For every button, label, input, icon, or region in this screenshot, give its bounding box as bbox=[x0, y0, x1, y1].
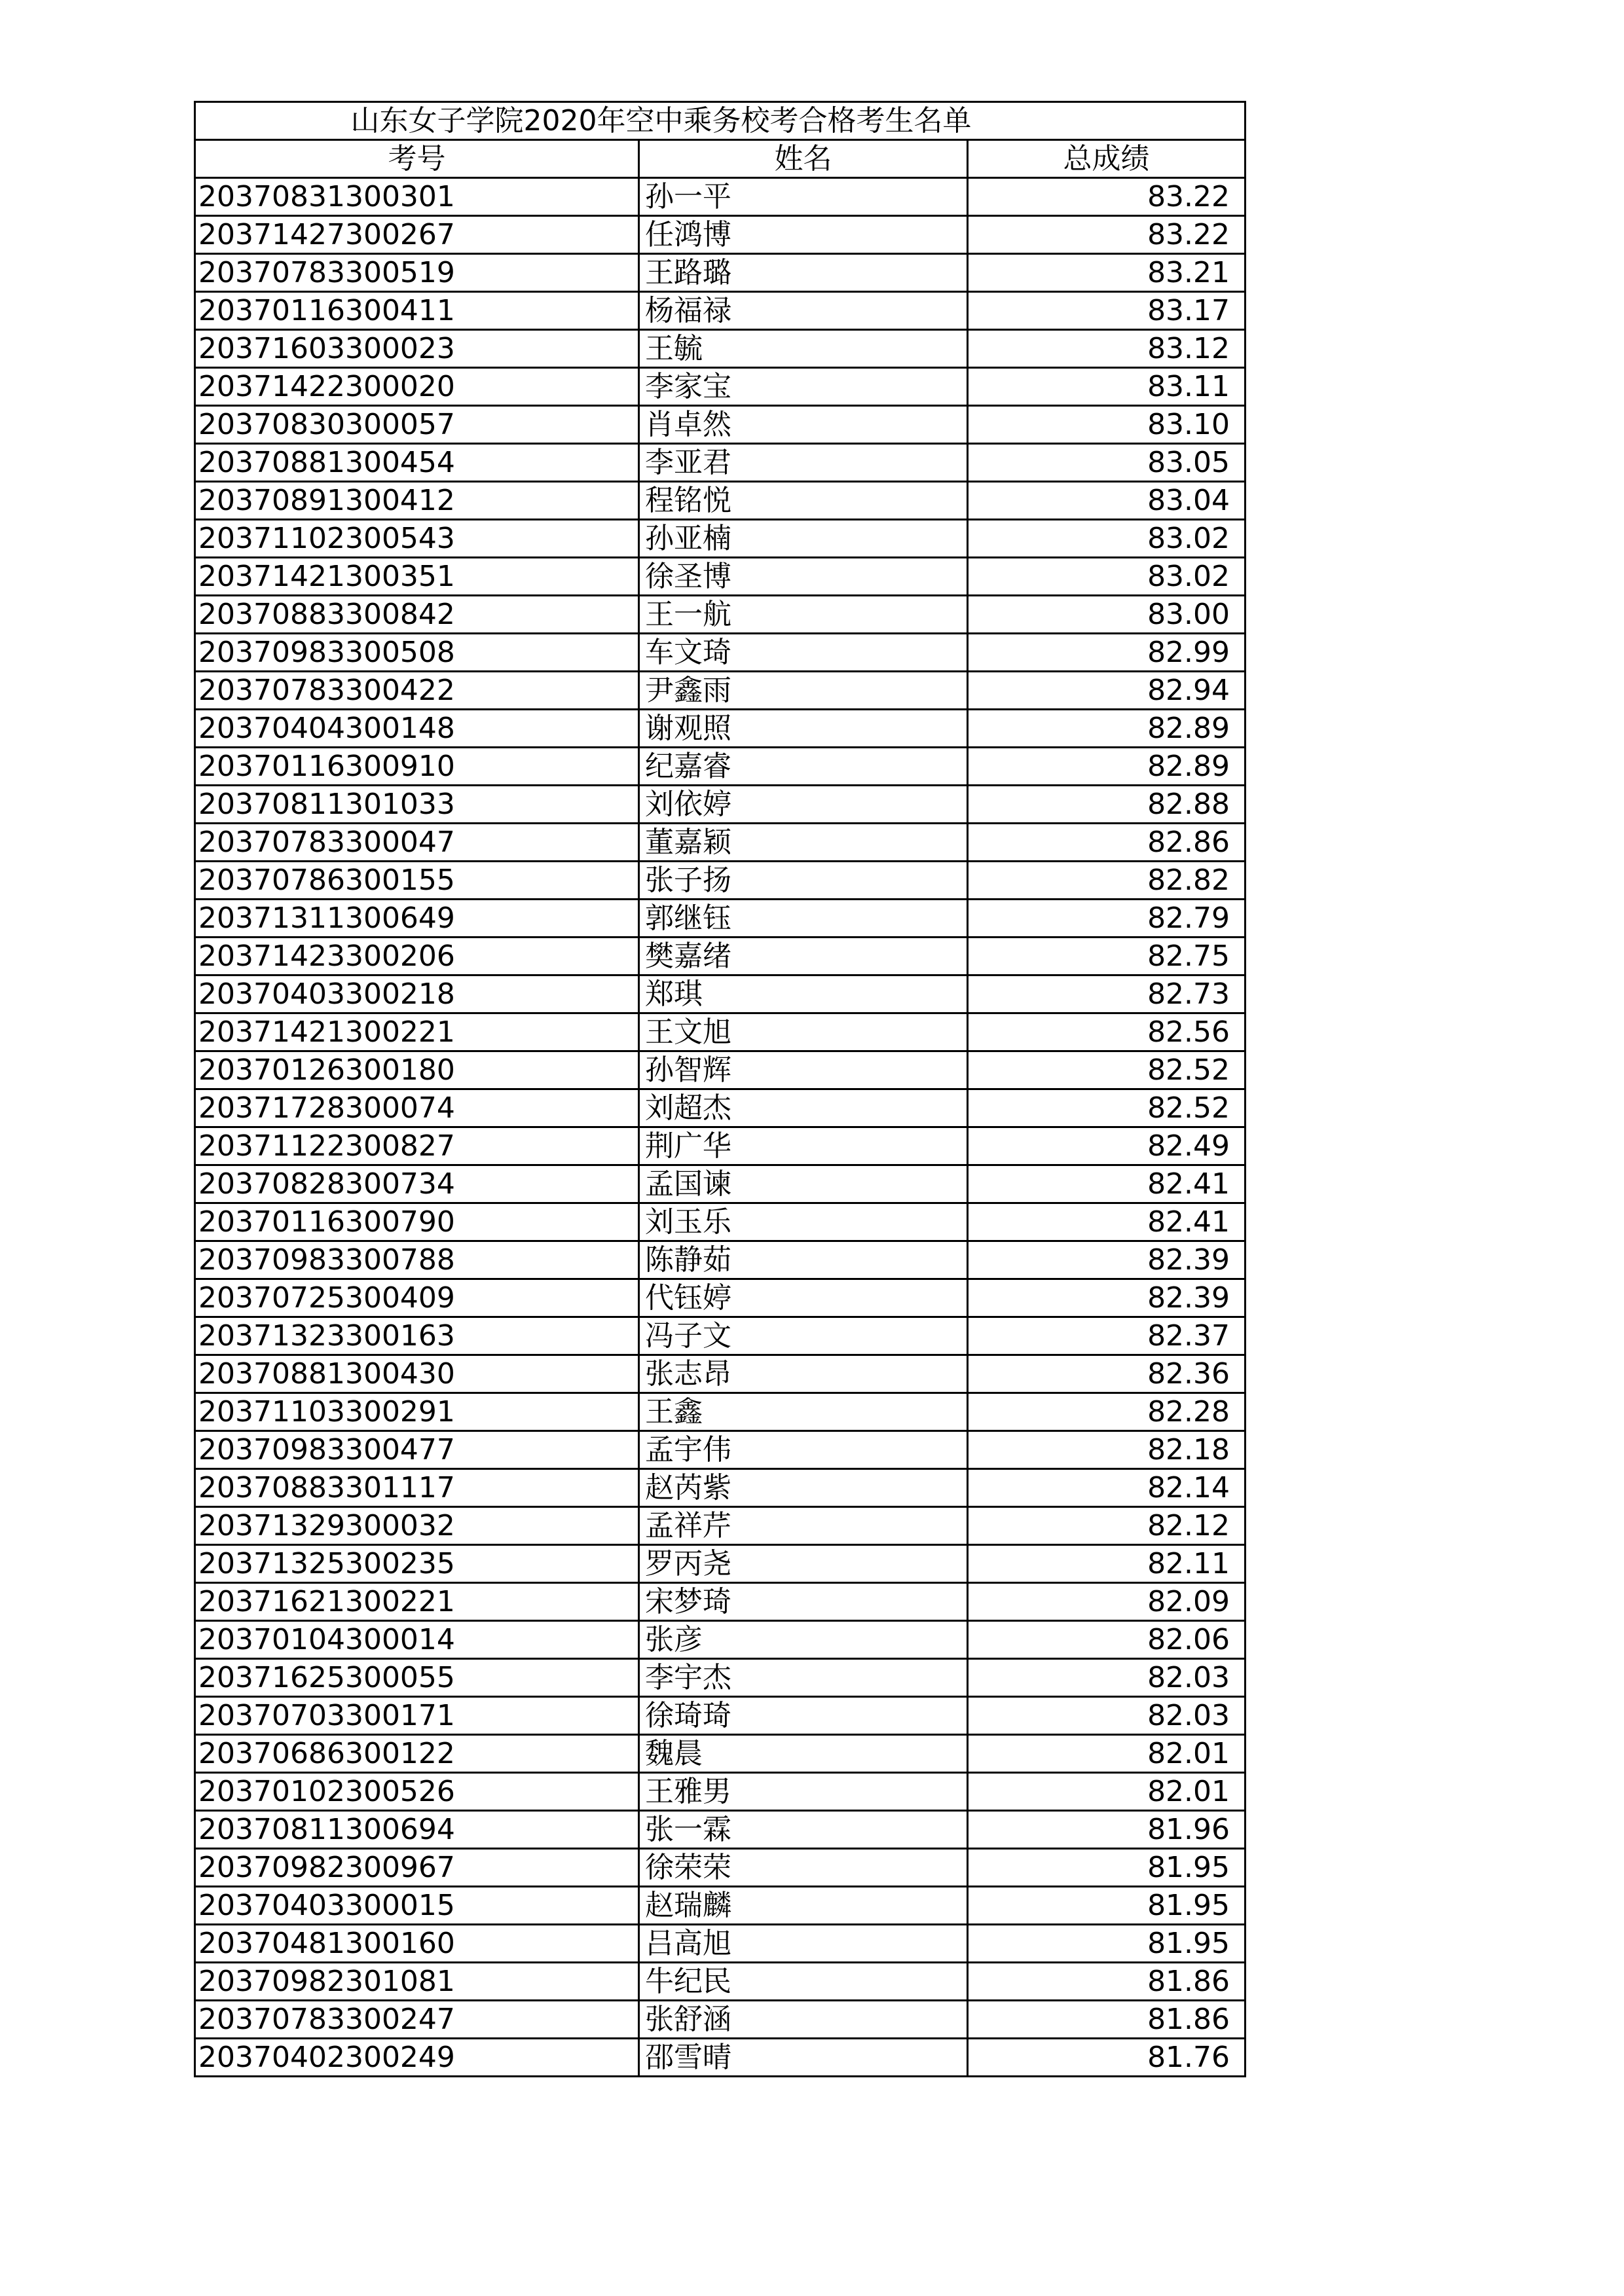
total-score-cell: 83.04 bbox=[968, 482, 1246, 520]
table-row bbox=[195, 1317, 1246, 1355]
student-name-cell: 任鸿博 bbox=[639, 216, 968, 254]
exam-id-cell: 20371423300206 bbox=[195, 938, 639, 975]
exam-id-cell: 20371421300221 bbox=[195, 1013, 639, 1051]
student-name-cell: 肖卓然 bbox=[639, 406, 968, 444]
total-score-cell: 81.95 bbox=[968, 1925, 1246, 1963]
exam-id-cell: 20370403300015 bbox=[195, 1887, 639, 1925]
student-name-cell: 纪嘉睿 bbox=[639, 748, 968, 786]
total-score-cell: 82.56 bbox=[968, 1013, 1246, 1051]
total-score-cell: 82.36 bbox=[968, 1355, 1246, 1393]
exam-id-cell: 20370102300526 bbox=[195, 1773, 639, 1811]
total-score-cell: 83.02 bbox=[968, 558, 1246, 596]
student-name-cell: 张一霖 bbox=[639, 1811, 968, 1849]
student-name-cell: 刘玉乐 bbox=[639, 1203, 968, 1241]
student-name-cell: 冯子文 bbox=[639, 1317, 968, 1355]
exam-id-cell: 20370883301117 bbox=[195, 1469, 639, 1507]
student-name-cell: 孟国谏 bbox=[639, 1165, 968, 1203]
total-score-cell: 83.17 bbox=[968, 292, 1246, 330]
student-name-cell: 孙一平 bbox=[639, 178, 968, 216]
exam-id-cell: 20371422300020 bbox=[195, 368, 639, 406]
student-name-cell: 张舒涵 bbox=[639, 2001, 968, 2039]
exam-id-cell: 20370783300247 bbox=[195, 2001, 639, 2039]
student-name-cell: 杨福禄 bbox=[639, 292, 968, 330]
table-row bbox=[195, 406, 1246, 444]
total-score-cell: 83.22 bbox=[968, 178, 1246, 216]
table-row bbox=[195, 672, 1246, 710]
student-name-cell: 王毓 bbox=[639, 330, 968, 368]
total-score-cell: 82.79 bbox=[968, 900, 1246, 938]
student-name-cell: 郭继钰 bbox=[639, 900, 968, 938]
candidate-list-sheet bbox=[194, 101, 1244, 2077]
table-row bbox=[195, 330, 1246, 368]
table-row bbox=[195, 596, 1246, 634]
student-name-cell: 李宇杰 bbox=[639, 1659, 968, 1697]
total-score-cell: 82.52 bbox=[968, 1089, 1246, 1127]
table-row bbox=[195, 634, 1246, 672]
exam-id-cell: 20370811301033 bbox=[195, 786, 639, 824]
total-score-cell: 82.39 bbox=[968, 1241, 1246, 1279]
total-score-cell: 81.95 bbox=[968, 1887, 1246, 1925]
total-score-cell: 82.73 bbox=[968, 975, 1246, 1013]
exam-id-cell: 20370703300171 bbox=[195, 1697, 639, 1735]
student-name-cell: 谢观照 bbox=[639, 710, 968, 748]
total-score-cell: 81.86 bbox=[968, 1963, 1246, 2001]
total-score-cell: 82.94 bbox=[968, 672, 1246, 710]
student-name-cell: 王鑫 bbox=[639, 1393, 968, 1431]
exam-id-cell: 20370104300014 bbox=[195, 1621, 639, 1659]
total-score-cell: 83.21 bbox=[968, 254, 1246, 292]
student-name-cell: 刘超杰 bbox=[639, 1089, 968, 1127]
header-name: 姓名 bbox=[639, 140, 968, 178]
table-row bbox=[195, 1963, 1246, 2001]
total-score-cell: 83.02 bbox=[968, 520, 1246, 558]
student-name-cell: 赵瑞麟 bbox=[639, 1887, 968, 1925]
exam-id-cell: 20370891300412 bbox=[195, 482, 639, 520]
total-score-cell: 83.12 bbox=[968, 330, 1246, 368]
table-row bbox=[195, 1431, 1246, 1469]
student-name-cell: 吕高旭 bbox=[639, 1925, 968, 1963]
total-score-cell: 82.18 bbox=[968, 1431, 1246, 1469]
exam-id-cell: 20371329300032 bbox=[195, 1507, 639, 1545]
table-row bbox=[195, 1735, 1246, 1773]
total-score-cell: 83.11 bbox=[968, 368, 1246, 406]
student-name-cell: 张彦 bbox=[639, 1621, 968, 1659]
table-row bbox=[195, 1925, 1246, 1963]
header-total-score: 总成绩 bbox=[968, 140, 1246, 178]
table-row bbox=[195, 748, 1246, 786]
table-row bbox=[195, 292, 1246, 330]
table-row bbox=[195, 1355, 1246, 1393]
exam-id-cell: 20371421300351 bbox=[195, 558, 639, 596]
total-score-cell: 82.37 bbox=[968, 1317, 1246, 1355]
table-row bbox=[195, 1507, 1246, 1545]
table-row bbox=[195, 1697, 1246, 1735]
total-score-cell: 82.49 bbox=[968, 1127, 1246, 1165]
table-row bbox=[195, 1887, 1246, 1925]
exam-id-cell: 20371325300235 bbox=[195, 1545, 639, 1583]
total-score-cell: 81.76 bbox=[968, 2039, 1246, 2077]
exam-id-cell: 20370126300180 bbox=[195, 1051, 639, 1089]
student-name-cell: 李家宝 bbox=[639, 368, 968, 406]
table-row bbox=[195, 444, 1246, 482]
exam-id-cell: 20371102300543 bbox=[195, 520, 639, 558]
total-score-cell: 82.28 bbox=[968, 1393, 1246, 1431]
student-name-cell: 代钰婷 bbox=[639, 1279, 968, 1317]
student-name-cell: 罗丙尧 bbox=[639, 1545, 968, 1583]
table-row bbox=[195, 482, 1246, 520]
exam-id-cell: 20371625300055 bbox=[195, 1659, 639, 1697]
exam-id-cell: 20371311300649 bbox=[195, 900, 639, 938]
table-row bbox=[195, 1051, 1246, 1089]
student-name-cell: 王文旭 bbox=[639, 1013, 968, 1051]
total-score-cell: 82.99 bbox=[968, 634, 1246, 672]
table-row bbox=[195, 1089, 1246, 1127]
exam-id-cell: 20370883300842 bbox=[195, 596, 639, 634]
table-row bbox=[195, 938, 1246, 975]
table-row bbox=[195, 2001, 1246, 2039]
table-row bbox=[195, 824, 1246, 862]
exam-id-cell: 20370725300409 bbox=[195, 1279, 639, 1317]
header-row bbox=[195, 140, 1246, 178]
exam-id-cell: 20371603300023 bbox=[195, 330, 639, 368]
table-row bbox=[195, 1469, 1246, 1507]
student-name-cell: 孙亚楠 bbox=[639, 520, 968, 558]
total-score-cell: 83.00 bbox=[968, 596, 1246, 634]
student-name-cell: 邵雪晴 bbox=[639, 2039, 968, 2077]
total-score-cell: 82.89 bbox=[968, 710, 1246, 748]
student-name-cell: 魏晨 bbox=[639, 1735, 968, 1773]
student-name-cell: 董嘉颖 bbox=[639, 824, 968, 862]
exam-id-cell: 20371427300267 bbox=[195, 216, 639, 254]
exam-id-cell: 20370982300967 bbox=[195, 1849, 639, 1887]
table-row bbox=[195, 1583, 1246, 1621]
exam-id-cell: 20371728300074 bbox=[195, 1089, 639, 1127]
student-name-cell: 徐琦琦 bbox=[639, 1697, 968, 1735]
exam-id-cell: 20370811300694 bbox=[195, 1811, 639, 1849]
student-name-cell: 车文琦 bbox=[639, 634, 968, 672]
exam-id-cell: 20370982301081 bbox=[195, 1963, 639, 2001]
table-row bbox=[195, 1849, 1246, 1887]
total-score-cell: 82.11 bbox=[968, 1545, 1246, 1583]
exam-id-cell: 20370783300047 bbox=[195, 824, 639, 862]
student-name-cell: 刘依婷 bbox=[639, 786, 968, 824]
exam-id-cell: 20371621300221 bbox=[195, 1583, 639, 1621]
total-score-cell: 83.05 bbox=[968, 444, 1246, 482]
exam-id-cell: 20370786300155 bbox=[195, 862, 639, 900]
total-score-cell: 82.82 bbox=[968, 862, 1246, 900]
student-name-cell: 孙智辉 bbox=[639, 1051, 968, 1089]
total-score-cell: 82.01 bbox=[968, 1735, 1246, 1773]
student-name-cell: 徐荣荣 bbox=[639, 1849, 968, 1887]
exam-id-cell: 20370881300454 bbox=[195, 444, 639, 482]
table-row bbox=[195, 254, 1246, 292]
student-name-cell: 郑琪 bbox=[639, 975, 968, 1013]
total-score-cell: 82.01 bbox=[968, 1773, 1246, 1811]
exam-id-cell: 20370783300519 bbox=[195, 254, 639, 292]
table-row bbox=[195, 900, 1246, 938]
exam-id-cell: 20370481300160 bbox=[195, 1925, 639, 1963]
total-score-cell: 82.89 bbox=[968, 748, 1246, 786]
student-name-cell: 张子扬 bbox=[639, 862, 968, 900]
exam-id-cell: 20371323300163 bbox=[195, 1317, 639, 1355]
table-row bbox=[195, 1811, 1246, 1849]
exam-id-cell: 20371122300827 bbox=[195, 1127, 639, 1165]
total-score-cell: 82.06 bbox=[968, 1621, 1246, 1659]
student-name-cell: 陈静茹 bbox=[639, 1241, 968, 1279]
total-score-cell: 83.10 bbox=[968, 406, 1246, 444]
exam-id-cell: 20370831300301 bbox=[195, 178, 639, 216]
exam-id-cell: 20370830300057 bbox=[195, 406, 639, 444]
table-row bbox=[195, 1165, 1246, 1203]
table-row bbox=[195, 1127, 1246, 1165]
table-row bbox=[195, 862, 1246, 900]
total-score-cell: 81.96 bbox=[968, 1811, 1246, 1849]
table-row bbox=[195, 558, 1246, 596]
exam-id-cell: 20370783300422 bbox=[195, 672, 639, 710]
table-row bbox=[195, 1659, 1246, 1697]
exam-id-cell: 20371103300291 bbox=[195, 1393, 639, 1431]
table-row bbox=[195, 975, 1246, 1013]
total-score-cell: 82.86 bbox=[968, 824, 1246, 862]
table-row bbox=[195, 1013, 1246, 1051]
total-score-cell: 82.03 bbox=[968, 1697, 1246, 1735]
student-name-cell: 牛纪民 bbox=[639, 1963, 968, 2001]
total-score-cell: 82.41 bbox=[968, 1165, 1246, 1203]
total-score-cell: 82.39 bbox=[968, 1279, 1246, 1317]
total-score-cell: 82.75 bbox=[968, 938, 1246, 975]
exam-id-cell: 20370116300790 bbox=[195, 1203, 639, 1241]
table-row bbox=[195, 1621, 1246, 1659]
exam-id-cell: 20370983300477 bbox=[195, 1431, 639, 1469]
exam-id-cell: 20370983300788 bbox=[195, 1241, 639, 1279]
exam-id-cell: 20370403300218 bbox=[195, 975, 639, 1013]
table-row bbox=[195, 1545, 1246, 1583]
exam-id-cell: 20370983300508 bbox=[195, 634, 639, 672]
student-name-cell: 孟祥芹 bbox=[639, 1507, 968, 1545]
total-score-cell: 82.09 bbox=[968, 1583, 1246, 1621]
table-row bbox=[195, 216, 1246, 254]
exam-id-cell: 20370116300910 bbox=[195, 748, 639, 786]
total-score-cell: 82.41 bbox=[968, 1203, 1246, 1241]
exam-id-cell: 20370402300249 bbox=[195, 2039, 639, 2077]
total-score-cell: 83.22 bbox=[968, 216, 1246, 254]
table-row bbox=[195, 1773, 1246, 1811]
table-row bbox=[195, 1203, 1246, 1241]
student-name-cell: 宋梦琦 bbox=[639, 1583, 968, 1621]
student-name-cell: 赵芮紫 bbox=[639, 1469, 968, 1507]
table-row bbox=[195, 1241, 1246, 1279]
total-score-cell: 81.86 bbox=[968, 2001, 1246, 2039]
exam-id-cell: 20370881300430 bbox=[195, 1355, 639, 1393]
student-name-cell: 荆广华 bbox=[639, 1127, 968, 1165]
total-score-cell: 82.03 bbox=[968, 1659, 1246, 1697]
total-score-cell: 82.12 bbox=[968, 1507, 1246, 1545]
header-exam-id: 考号 bbox=[195, 140, 639, 178]
table-title: 山东女子学院2020年空中乘务校考合格考生名单 bbox=[195, 102, 1246, 140]
total-score-cell: 82.88 bbox=[968, 786, 1246, 824]
exam-id-cell: 20370116300411 bbox=[195, 292, 639, 330]
student-name-cell: 王雅男 bbox=[639, 1773, 968, 1811]
table-row bbox=[195, 520, 1246, 558]
exam-id-cell: 20370404300148 bbox=[195, 710, 639, 748]
student-name-cell: 尹鑫雨 bbox=[639, 672, 968, 710]
student-name-cell: 王一航 bbox=[639, 596, 968, 634]
table-row bbox=[195, 786, 1246, 824]
total-score-cell: 82.52 bbox=[968, 1051, 1246, 1089]
student-name-cell: 程铭悦 bbox=[639, 482, 968, 520]
table-row bbox=[195, 1279, 1246, 1317]
title-row bbox=[195, 102, 1246, 140]
exam-id-cell: 20370828300734 bbox=[195, 1165, 639, 1203]
student-name-cell: 王路璐 bbox=[639, 254, 968, 292]
table-row bbox=[195, 2039, 1246, 2077]
student-name-cell: 徐圣博 bbox=[639, 558, 968, 596]
student-name-cell: 李亚君 bbox=[639, 444, 968, 482]
candidate-table bbox=[194, 101, 1246, 2077]
table-row bbox=[195, 1393, 1246, 1431]
table-row bbox=[195, 368, 1246, 406]
student-name-cell: 张志昂 bbox=[639, 1355, 968, 1393]
total-score-cell: 81.95 bbox=[968, 1849, 1246, 1887]
student-name-cell: 樊嘉绪 bbox=[639, 938, 968, 975]
total-score-cell: 82.14 bbox=[968, 1469, 1246, 1507]
table-row bbox=[195, 710, 1246, 748]
table-body bbox=[195, 178, 1246, 2077]
exam-id-cell: 20370686300122 bbox=[195, 1735, 639, 1773]
student-name-cell: 孟宇伟 bbox=[639, 1431, 968, 1469]
table-row bbox=[195, 178, 1246, 216]
